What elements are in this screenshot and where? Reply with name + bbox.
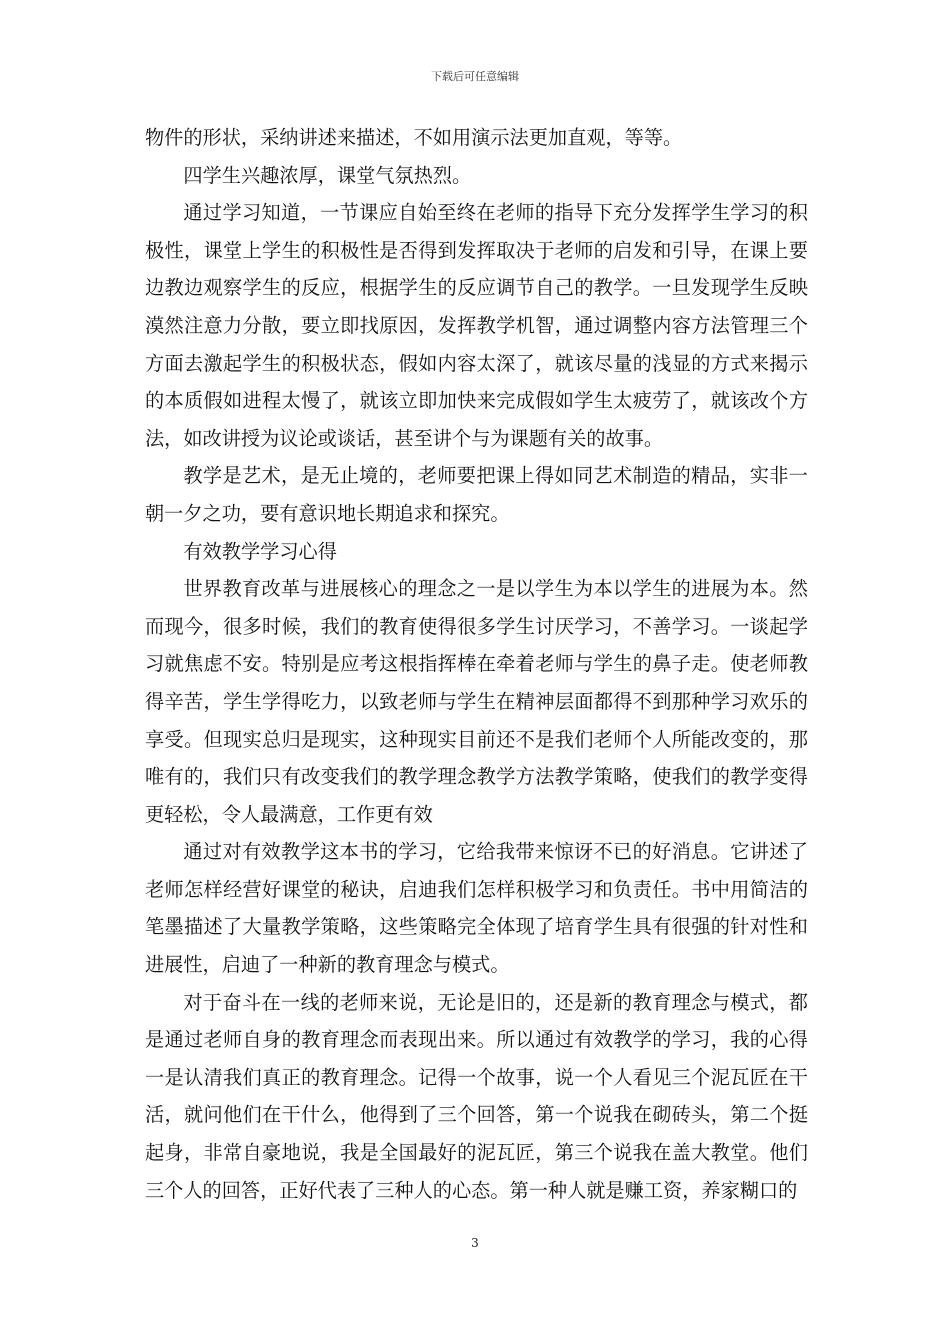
paragraph: 四学生兴趣浓厚，课堂气氛热烈。 — [183, 163, 472, 187]
paragraph: 物件的形状，采纳讲述来描述，不如用演示法更加直观，等等。 — [145, 126, 683, 149]
paragraph: 通过对有效教学这本书的学习，它给我带来惊讶不已的好消息。它讲述了老师怎样经营好课堂的秘诀，启迪我们怎样积极学习和负责任。书中用简洁的笔墨描述了大量教学策略，这些策略完全体现了培育学生具有很强的针对性和进展性，启迪了一种新的教育理念与模式。 — [145, 840, 808, 977]
page-number: 3 — [471, 1236, 479, 1250]
document-body — [145, 119, 808, 1209]
paragraph: 对于奋斗在一线的老师来说，无论是旧的，还是新的教育理念与模式，都是通过老师自身的教育理念而表现出来。所以通过有效教学的学习，我的心得一是认清我们真正的教育理念。记得一个故事，说一个人看见三个泥瓦匠在干活，就问他们在干什么，他得到了三个回答，第一个说我在砌砖头，第二个挺起身，非常自豪地说，我是全国最好的泥瓦匠，第三个说我在盖大教堂。他们三个人的回答，正好代表了三种人的心态。第一种人就是赚工资，养家糊口的 — [145, 990, 808, 1202]
paragraph: 通过学习知道，一节课应自始至终在老师的指导下充分发挥学生学习的积极性，课堂上学生的积极性是否得到发挥取决于老师的启发和引导，在课上要边教边观察学生的反应，根据学生的反应调节自己的教学。一旦发现学生反映漠然注意力分散，要立即找原因，发挥教学机智，通过调整内容方法管理三个方面去激起学生的积极状态，假如内容太深了，就该尽量的浅显的方式来揭示的本质假如进程太慢了，就该立即加快来完成假如学生太疲劳了，就该改个方法，如改讲授为议论或谈话，甚至讲个与为课题有关的故事。 — [145, 201, 808, 450]
paragraph: 教学是艺术，是无止境的，老师要把课上得如同艺术制造的精品，实非一朝一夕之功，要有意识地长期追求和探究。 — [145, 464, 808, 525]
section-heading: 有效教学学习心得 — [183, 539, 337, 563]
paragraph: 世界教育改革与进展核心的理念之一是以学生为本以学生的进展为本。然而现今，很多时候，我们的教育使得很多学生讨厌学习，不善学习。一谈起学习就焦虑不安。特别是应考这根指挥棒在牵着老师与学生的鼻子走。使老师教得辛苦，学生学得吃力，以致老师与学生在精神层面都得不到那种学习欢乐的享受。但现实总归是现实，这种现实目前还不是我们老师个人所能改变的，那唯有的，我们只有改变我们的教学理念教学方法教学策略，使我们的教学变得更轻松，令人最满意，工作更有效 — [145, 577, 808, 826]
page-header: 下载后可任意编辑 — [431, 70, 519, 83]
